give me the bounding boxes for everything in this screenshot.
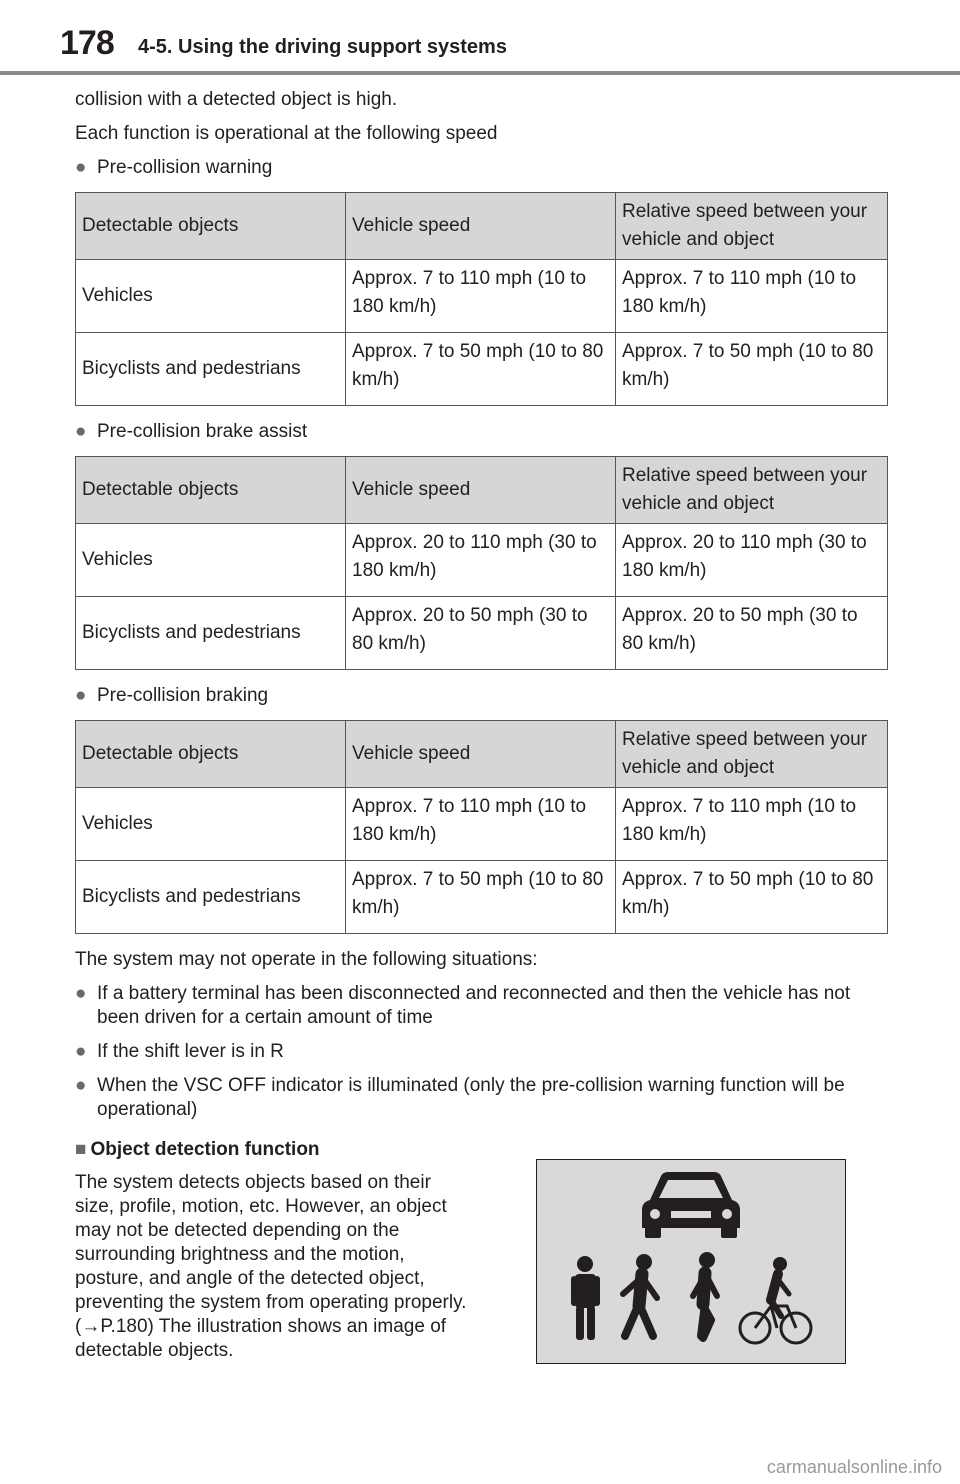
header-rule [0,71,960,75]
table-row [76,788,888,861]
bullet-text: Pre-collision warning [97,157,273,178]
table-row [76,333,888,406]
condition-item [75,1074,887,1122]
table-header-row [76,721,888,788]
header-cell: Relative speed between your vehicle and object [616,193,888,260]
pedestrian-standing-icon [571,1256,600,1340]
not-operate-lead: The system may not operate in the following situations: [75,949,538,970]
heading-text: Object detection function [90,1139,320,1160]
pedestrian-running-icon [693,1252,717,1338]
table-cell: Approx. 20 to 50 mph (30 to 80 km/h) [346,597,616,670]
table-cell: Bicyclists and pedestrians [76,333,346,406]
table-cell: Vehicles [76,260,346,333]
table-cell: Bicyclists and pedestrians [76,861,346,934]
square-marker-icon: ■ [75,1139,87,1160]
table-cell: Approx. 7 to 110 mph (10 to 180 km/h) [616,788,888,861]
condition-item [75,982,887,1030]
condition-text: If a battery terminal has been disconnected and reconnected and then the vehicle has not been driven for a certain amount of time [97,983,851,1028]
table-cell: Approx. 20 to 110 mph (30 to 180 km/h) [616,524,888,597]
table-header-row [76,193,888,260]
circle-bullet-icon: ● [75,421,87,442]
header-cell: Relative speed between your vehicle and object [616,721,888,788]
table-cell: Approx. 7 to 110 mph (10 to 180 km/h) [616,260,888,333]
table-row [76,524,888,597]
table-cell: Approx. 7 to 50 mph (10 to 80 km/h) [616,861,888,934]
table-header-row [76,457,888,524]
header-cell: Vehicle speed [346,193,616,260]
bullet-pre-collision-warning [75,156,887,180]
intro-line-1: collision with a detected object is high. [75,89,398,110]
header-cell: Relative speed between your vehicle and object [616,457,888,524]
condition-text: If the shift lever is in R [97,1041,284,1062]
condition-item [75,1040,887,1064]
circle-bullet-icon: ● [75,157,87,178]
table-cell: Approx. 20 to 50 mph (30 to 80 km/h) [616,597,888,670]
circle-bullet-icon: ● [75,685,87,706]
circle-bullet-icon: ● [75,1075,87,1096]
footer-watermark: carmanualsonline.info [766,1457,942,1477]
intro-line-2: Each function is operational at the following speed [75,123,498,144]
pedestrian-walking-icon [623,1254,657,1336]
bicyclist-icon [740,1257,811,1343]
table-cell: Vehicles [76,524,346,597]
circle-bullet-icon: ● [75,1041,87,1062]
header-cell: Detectable objects [76,193,346,260]
table-cell: Approx. 7 to 110 mph (10 to 180 km/h) [346,788,616,861]
header-cell: Detectable objects [76,457,346,524]
circle-bullet-icon: ● [75,983,87,1004]
bullet-text: Pre-collision brake assist [97,421,308,442]
bullet-text: Pre-collision braking [97,685,269,706]
table-pre-collision-warning [75,192,888,406]
table-cell: Vehicles [76,788,346,861]
bullet-pre-collision-braking [75,684,887,708]
car-icon [642,1172,740,1238]
bullet-pre-collision-brake-assist [75,420,887,444]
header-cell: Vehicle speed [346,457,616,524]
page-header [0,0,960,78]
table-cell: Approx. 7 to 50 mph (10 to 80 km/h) [346,861,616,934]
header-cell: Detectable objects [76,721,346,788]
table-cell: Approx. 20 to 110 mph (30 to 180 km/h) [346,524,616,597]
section-title: 4-5. Using the driving support systems [138,36,507,58]
condition-text: When the VSC OFF indicator is illuminated (only the pre-collision warning function will be operational) [97,1075,845,1120]
page-number: 178 [60,24,114,62]
table-cell: Bicyclists and pedestrians [76,597,346,670]
detectable-objects-illustration [536,1159,846,1364]
table-row [76,861,888,934]
table-cell: Approx. 7 to 50 mph (10 to 80 km/h) [616,333,888,406]
table-pre-collision-braking [75,720,888,934]
header-cell: Vehicle speed [346,721,616,788]
table-row [76,597,888,670]
table-pre-collision-brake-assist [75,456,888,670]
table-cell: Approx. 7 to 110 mph (10 to 180 km/h) [346,260,616,333]
table-cell: Approx. 7 to 50 mph (10 to 80 km/h) [346,333,616,406]
object-detection-text: The system detects objects based on their size, profile, motion, etc. However, an object may not be detected depending on the surrounding brightness and the motion, posture, and angle of the detected object, preventing the system from operating properly. (→P.180) The illustration shows an image of detectable objects. [75,1172,467,1361]
table-row [76,260,888,333]
